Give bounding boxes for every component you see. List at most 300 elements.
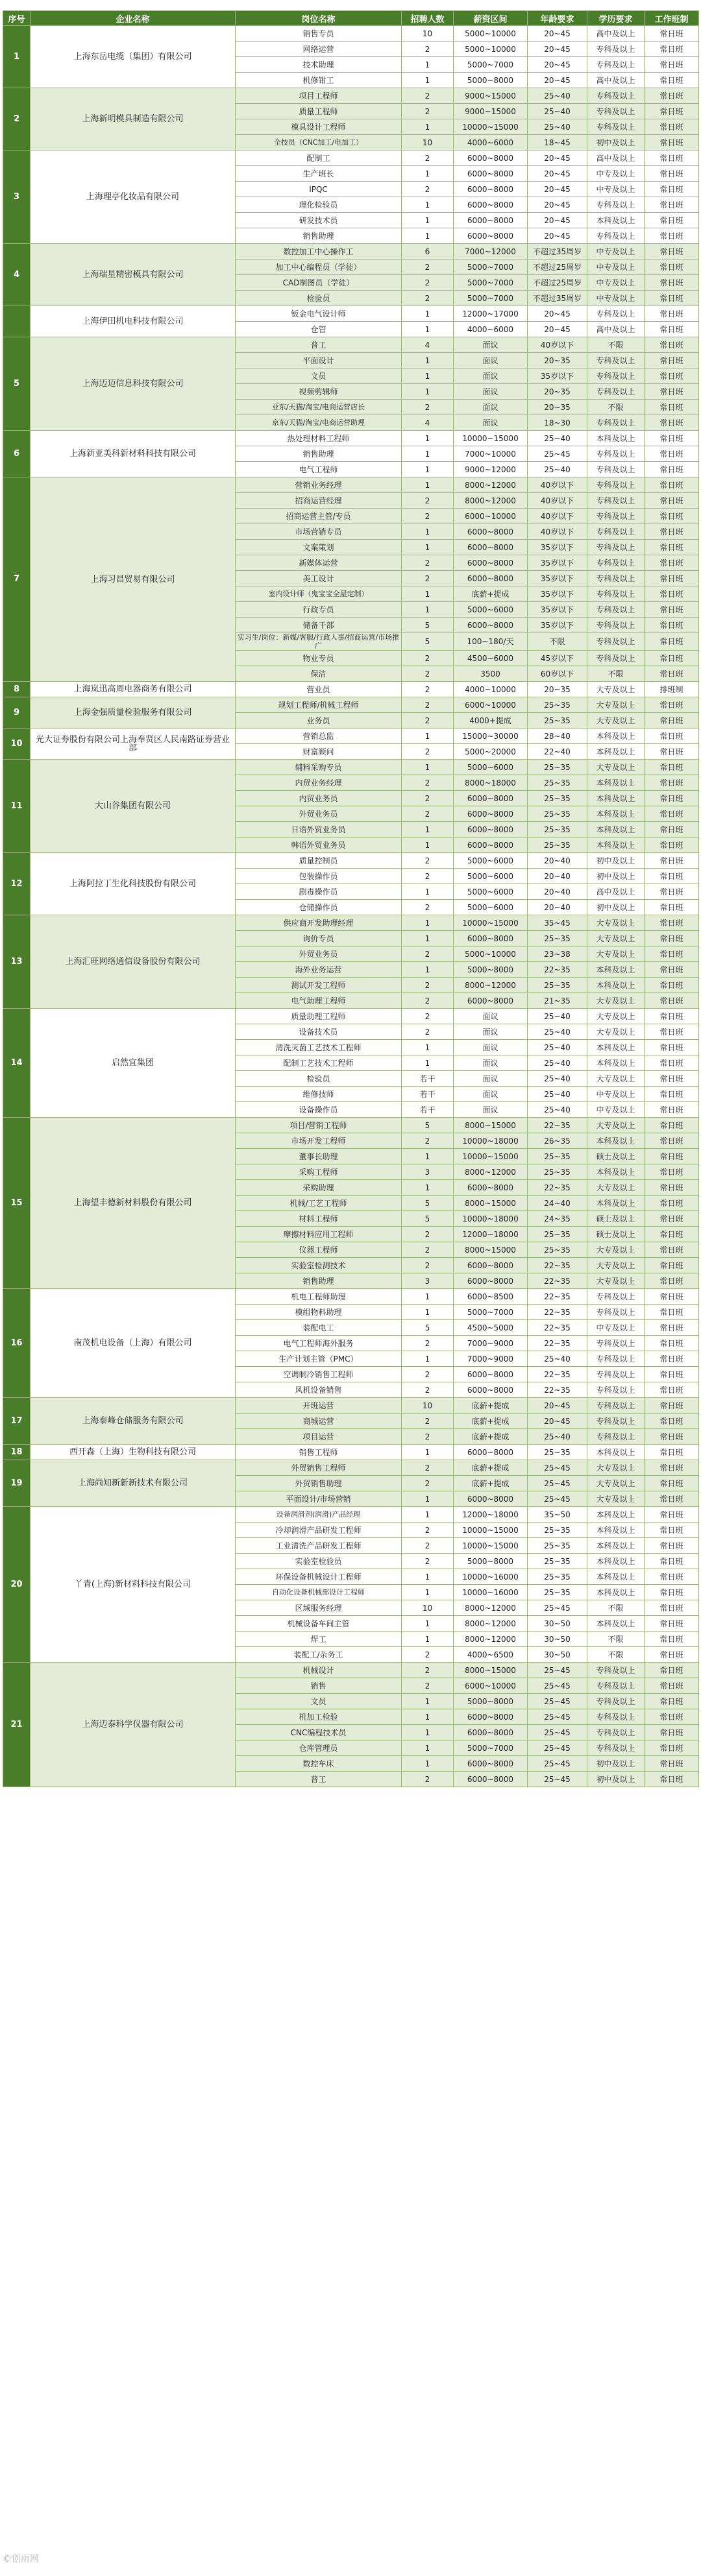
job-headcount: 1 [402, 306, 454, 322]
job-shift: 常日班 [645, 760, 699, 775]
job-shift: 常日班 [645, 1211, 699, 1227]
job-headcount: 1 [402, 73, 454, 88]
job-age: 22~35 [528, 1382, 587, 1398]
job-education: 本科及以上 [587, 822, 645, 837]
job-age: 20~45 [528, 166, 587, 182]
job-position: 平面设计 [236, 353, 402, 368]
job-position: 项目/营销工程师 [236, 1118, 402, 1133]
job-salary: 5000~8000 [454, 1554, 528, 1569]
table-row [3, 682, 699, 697]
job-headcount: 2 [402, 1678, 454, 1694]
job-salary: 4000~6000 [454, 135, 528, 150]
job-position: 日语外贸业务员 [236, 822, 402, 837]
job-age: 22~35 [528, 962, 587, 978]
job-shift: 常日班 [645, 1414, 699, 1429]
job-age: 25~45 [528, 1772, 587, 1787]
job-age: 25~35 [528, 1227, 587, 1242]
job-position: 配制工艺技术工程师 [236, 1055, 402, 1071]
job-age: 25~40 [528, 1055, 587, 1071]
job-education: 初中及以上 [587, 900, 645, 915]
table-header [3, 11, 699, 26]
job-shift: 常日班 [645, 900, 699, 915]
job-position: 项目工程师 [236, 88, 402, 104]
job-headcount: 1 [402, 1180, 454, 1196]
job-shift: 常日班 [645, 384, 699, 400]
job-position: 市场营销专员 [236, 524, 402, 540]
job-headcount: 2 [402, 259, 454, 275]
job-headcount: 10 [402, 1398, 454, 1414]
job-headcount: 2 [402, 291, 454, 306]
company-name: 上海习昌贸易有限公司 [31, 477, 236, 682]
job-shift: 常日班 [645, 744, 699, 760]
job-position: 剧毒操作员 [236, 884, 402, 900]
job-age: 60岁以下 [528, 666, 587, 682]
job-shift: 常日班 [645, 1055, 699, 1071]
job-position: 模组物料助理 [236, 1305, 402, 1320]
job-shift: 常日班 [645, 651, 699, 666]
job-education: 专科及以上 [587, 1305, 645, 1320]
job-shift: 常日班 [645, 1180, 699, 1196]
header-age: 年龄要求 [528, 11, 587, 26]
job-shift: 常日班 [645, 1118, 699, 1133]
company-group [3, 337, 699, 431]
job-salary: 4000~6000 [454, 322, 528, 337]
job-education: 硕士及以上 [587, 1227, 645, 1242]
job-position: 营销总监 [236, 728, 402, 744]
job-position: IPQC [236, 182, 402, 197]
job-salary: 6000~8000 [454, 1273, 528, 1289]
job-shift: 常日班 [645, 853, 699, 869]
job-age: 25~40 [528, 104, 587, 119]
job-education: 大专及以上 [587, 1180, 645, 1196]
job-salary: 8000~12000 [454, 978, 528, 993]
job-salary: 6000~8000 [454, 150, 528, 166]
job-position: 加工中心编程员（学徒） [236, 259, 402, 275]
job-headcount: 1 [402, 586, 454, 602]
job-age: 30~50 [528, 1616, 587, 1631]
job-position: 保洁 [236, 666, 402, 682]
watermark-text: ©创雨网 [3, 2554, 39, 2564]
job-education: 中专及以上 [587, 182, 645, 197]
job-age: 20~45 [528, 150, 587, 166]
job-position: 配制工 [236, 150, 402, 166]
job-salary: 面议 [454, 1009, 528, 1024]
company-index: 13 [3, 915, 31, 1009]
job-position: 采购助理 [236, 1180, 402, 1196]
job-education: 不限 [587, 337, 645, 353]
job-position: 董事长助理 [236, 1149, 402, 1164]
job-education: 专科及以上 [587, 446, 645, 462]
job-headcount: 1 [402, 213, 454, 228]
job-salary: 6000~10000 [454, 1678, 528, 1694]
job-age: 28~40 [528, 728, 587, 744]
job-shift: 常日班 [645, 353, 699, 368]
company-group [3, 88, 699, 150]
header-education: 学历要求 [587, 11, 645, 26]
company-index: 14 [3, 1009, 31, 1118]
job-age: 20~45 [528, 182, 587, 197]
job-shift: 常日班 [645, 1133, 699, 1149]
job-age: 20~45 [528, 57, 587, 73]
job-salary: 8000~12000 [454, 477, 528, 493]
table-row [3, 26, 699, 42]
job-headcount: 2 [402, 182, 454, 197]
company-name: 上海新亚美科新材料科技有限公司 [31, 431, 236, 477]
job-education: 大专及以上 [587, 1009, 645, 1024]
job-age: 40岁以下 [528, 524, 587, 540]
job-position: 美工设计 [236, 571, 402, 586]
job-salary: 100~180/天 [454, 633, 528, 651]
company-group [3, 1663, 699, 1787]
job-position: 质量控制员 [236, 853, 402, 869]
job-headcount: 2 [402, 1523, 454, 1538]
job-shift: 常日班 [645, 1289, 699, 1305]
company-group [3, 150, 699, 244]
job-headcount: 1 [402, 384, 454, 400]
job-salary: 6000~10000 [454, 509, 528, 524]
job-shift: 常日班 [645, 1242, 699, 1258]
job-position: CAD制图员（学徒） [236, 275, 402, 291]
job-position: 仪器工程师 [236, 1242, 402, 1258]
job-age: 35岁以下 [528, 618, 587, 633]
job-education: 中专及以上 [587, 244, 645, 259]
job-education: 硕士及以上 [587, 1211, 645, 1227]
job-shift: 常日班 [645, 415, 699, 431]
job-headcount: 2 [402, 853, 454, 869]
job-headcount: 1 [402, 228, 454, 244]
company-index: 16 [3, 1289, 31, 1398]
job-education: 初中及以上 [587, 1772, 645, 1787]
job-education: 专科及以上 [587, 509, 645, 524]
job-shift: 常日班 [645, 57, 699, 73]
job-salary: 10000~18000 [454, 1133, 528, 1149]
job-position: 业务员 [236, 713, 402, 728]
job-position: 询价专员 [236, 931, 402, 946]
job-shift: 常日班 [645, 1600, 699, 1616]
job-education: 专科及以上 [587, 602, 645, 618]
job-education: 初中及以上 [587, 853, 645, 869]
job-headcount: 1 [402, 728, 454, 744]
job-salary: 面议 [454, 415, 528, 431]
job-headcount: 1 [402, 1491, 454, 1507]
job-salary: 10000~15000 [454, 119, 528, 135]
job-position: 文员 [236, 368, 402, 384]
job-headcount: 2 [402, 275, 454, 291]
job-headcount: 1 [402, 1445, 454, 1460]
job-shift: 常日班 [645, 1647, 699, 1663]
job-shift: 常日班 [645, 1569, 699, 1585]
job-age: 22~35 [528, 1336, 587, 1351]
job-position: 装配电工 [236, 1320, 402, 1336]
job-position: 销售助理 [236, 446, 402, 462]
job-age: 24~35 [528, 1211, 587, 1227]
job-age: 22~35 [528, 1118, 587, 1133]
job-salary: 5000~7000 [454, 1305, 528, 1320]
table-row [3, 1398, 699, 1414]
job-education: 初中及以上 [587, 869, 645, 884]
job-shift: 常日班 [645, 400, 699, 415]
table-row [3, 853, 699, 869]
job-salary: 底薪+提成 [454, 586, 528, 602]
job-education: 本科及以上 [587, 1569, 645, 1585]
job-headcount: 2 [402, 1772, 454, 1787]
company-group [3, 1445, 699, 1460]
job-education: 专科及以上 [587, 1351, 645, 1367]
table-row [3, 1118, 699, 1133]
job-headcount: 3 [402, 1273, 454, 1289]
job-position: 普工 [236, 1772, 402, 1787]
job-age: 20~45 [528, 1414, 587, 1429]
job-education: 中专及以上 [587, 166, 645, 182]
job-position: 财富顾问 [236, 744, 402, 760]
job-shift: 常日班 [645, 1523, 699, 1538]
job-position: 营销业务经理 [236, 477, 402, 493]
job-education: 本科及以上 [587, 728, 645, 744]
job-headcount: 1 [402, 540, 454, 555]
job-salary: 5000~10000 [454, 946, 528, 962]
job-shift: 常日班 [645, 713, 699, 728]
job-salary: 6000~8500 [454, 1289, 528, 1305]
job-salary: 5000~6000 [454, 853, 528, 869]
job-education: 大专及以上 [587, 760, 645, 775]
company-name: 上海东岳电缆（集团）有限公司 [31, 26, 236, 88]
job-salary: 12000~18000 [454, 1507, 528, 1523]
job-education: 高中及以上 [587, 73, 645, 88]
job-education: 本科及以上 [587, 1507, 645, 1523]
job-education: 大专及以上 [587, 1258, 645, 1273]
job-education: 不限 [587, 1600, 645, 1616]
job-headcount: 2 [402, 1460, 454, 1476]
job-salary: 6000~8000 [454, 555, 528, 571]
job-age: 25~35 [528, 1569, 587, 1585]
job-salary: 面议 [454, 400, 528, 415]
job-position: 商城运营 [236, 1414, 402, 1429]
job-age: 22~35 [528, 1367, 587, 1382]
job-salary: 5000~8000 [454, 73, 528, 88]
job-position: 文案策划 [236, 540, 402, 555]
job-age: 35岁以下 [528, 555, 587, 571]
job-salary: 6000~8000 [454, 618, 528, 633]
job-salary: 9000~15000 [454, 104, 528, 119]
job-position: 开班运营 [236, 1398, 402, 1414]
job-age: 25~40 [528, 1351, 587, 1367]
job-position: 外贸业务员 [236, 946, 402, 962]
job-headcount: 1 [402, 962, 454, 978]
job-salary: 6000~8000 [454, 1709, 528, 1725]
job-age: 20~45 [528, 73, 587, 88]
table-row [3, 1663, 699, 1678]
job-education: 专科及以上 [587, 1694, 645, 1709]
job-headcount: 3 [402, 1164, 454, 1180]
job-salary: 8000~15000 [454, 1118, 528, 1133]
job-headcount: 1 [402, 602, 454, 618]
job-salary: 7000~12000 [454, 244, 528, 259]
job-age: 25~45 [528, 1491, 587, 1507]
job-education: 中专及以上 [587, 1320, 645, 1336]
job-education: 专科及以上 [587, 571, 645, 586]
job-salary: 面议 [454, 337, 528, 353]
job-headcount: 10 [402, 26, 454, 42]
job-education: 大专及以上 [587, 993, 645, 1009]
job-age: 23~38 [528, 946, 587, 962]
job-position: 自动化设备机械部设计工程师 [236, 1585, 402, 1600]
job-headcount: 2 [402, 1009, 454, 1024]
job-position: 新媒体运营 [236, 555, 402, 571]
job-salary: 6000~8000 [454, 524, 528, 540]
job-shift: 常日班 [645, 1024, 699, 1040]
job-salary: 面议 [454, 1087, 528, 1102]
job-education: 专科及以上 [587, 42, 645, 57]
job-salary: 10000~15000 [454, 431, 528, 446]
job-shift: 常日班 [645, 1694, 699, 1709]
company-index: 17 [3, 1398, 31, 1445]
job-education: 本科及以上 [587, 775, 645, 791]
job-position: 焊工 [236, 1631, 402, 1647]
job-headcount: 4 [402, 415, 454, 431]
job-shift: 常日班 [645, 775, 699, 791]
job-shift: 常日班 [645, 571, 699, 586]
job-salary: 4500~5000 [454, 1320, 528, 1336]
job-headcount: 1 [402, 1149, 454, 1164]
job-education: 大专及以上 [587, 1273, 645, 1289]
job-headcount: 2 [402, 1024, 454, 1040]
job-salary: 10000~15000 [454, 1149, 528, 1164]
job-position: 检验员 [236, 291, 402, 306]
job-headcount: 2 [402, 1258, 454, 1273]
job-position: 海外业务运营 [236, 962, 402, 978]
job-headcount: 2 [402, 946, 454, 962]
job-salary: 6000~8000 [454, 182, 528, 197]
table-row [3, 431, 699, 446]
job-position: 机械/工艺工程师 [236, 1196, 402, 1211]
job-education: 大专及以上 [587, 1242, 645, 1258]
job-age: 20~45 [528, 228, 587, 244]
job-headcount: 1 [402, 822, 454, 837]
job-education: 大专及以上 [587, 682, 645, 697]
job-position: 实验室检测技术 [236, 1258, 402, 1273]
job-shift: 常日班 [645, 978, 699, 993]
job-salary: 6000~8000 [454, 791, 528, 806]
job-age: 35岁以下 [528, 602, 587, 618]
job-salary: 8000~12000 [454, 1631, 528, 1647]
job-education: 本科及以上 [587, 1040, 645, 1055]
job-position: CNC编程技术员 [236, 1725, 402, 1740]
job-shift: 常日班 [645, 1709, 699, 1725]
job-salary: 5000~8000 [454, 962, 528, 978]
job-salary: 3500 [454, 666, 528, 682]
job-age: 40岁以下 [528, 493, 587, 509]
job-education: 本科及以上 [587, 1445, 645, 1460]
company-group [3, 1118, 699, 1289]
job-headcount: 2 [402, 400, 454, 415]
job-age: 25~45 [528, 1725, 587, 1740]
job-education: 专科及以上 [587, 353, 645, 368]
job-education: 中专及以上 [587, 1102, 645, 1118]
job-education: 大专及以上 [587, 1118, 645, 1133]
job-headcount: 1 [402, 1507, 454, 1523]
job-education: 大专及以上 [587, 697, 645, 713]
job-salary: 6000~8000 [454, 571, 528, 586]
job-headcount: 1 [402, 837, 454, 853]
table-row [3, 1460, 699, 1476]
job-age: 25~45 [528, 1740, 587, 1756]
job-education: 专科及以上 [587, 306, 645, 322]
job-education: 专科及以上 [587, 88, 645, 104]
job-salary: 6000~8000 [454, 1258, 528, 1273]
job-position: 机电工程师助理 [236, 1289, 402, 1305]
job-shift: 常日班 [645, 1476, 699, 1491]
company-name: 丫青(上海)新材料科技有限公司 [31, 1507, 236, 1663]
job-shift: 常日班 [645, 931, 699, 946]
job-headcount: 2 [402, 104, 454, 119]
job-salary: 6000~8000 [454, 1180, 528, 1196]
job-education: 专科及以上 [587, 415, 645, 431]
job-shift: 常日班 [645, 244, 699, 259]
job-education: 专科及以上 [587, 1663, 645, 1678]
job-shift: 常日班 [645, 822, 699, 837]
job-position: 内贸业务员 [236, 791, 402, 806]
job-education: 本科及以上 [587, 431, 645, 446]
job-salary: 6000~8000 [454, 1725, 528, 1740]
job-headcount: 若干 [402, 1071, 454, 1087]
job-age: 40岁以下 [528, 477, 587, 493]
job-headcount: 2 [402, 869, 454, 884]
company-group [3, 1009, 699, 1118]
job-education: 大专及以上 [587, 1024, 645, 1040]
job-salary: 12000~18000 [454, 1227, 528, 1242]
company-index: 11 [3, 760, 31, 853]
job-education: 本科及以上 [587, 1538, 645, 1554]
job-headcount: 1 [402, 1725, 454, 1740]
job-salary: 底薪+提成 [454, 1398, 528, 1414]
company-index: 19 [3, 1460, 31, 1507]
job-shift: 常日班 [645, 322, 699, 337]
company-group [3, 244, 699, 306]
job-education: 中专及以上 [587, 291, 645, 306]
job-headcount: 2 [402, 1227, 454, 1242]
job-position: 实验室检验员 [236, 1554, 402, 1569]
job-age: 25~45 [528, 1600, 587, 1616]
job-position: 技术助理 [236, 57, 402, 73]
job-salary: 6000~8000 [454, 540, 528, 555]
job-education: 大专及以上 [587, 1491, 645, 1507]
job-salary: 6000~8000 [454, 837, 528, 853]
job-education: 初中及以上 [587, 1756, 645, 1772]
job-salary: 面议 [454, 1102, 528, 1118]
job-shift: 常日班 [645, 291, 699, 306]
company-group [3, 760, 699, 853]
job-headcount: 1 [402, 1040, 454, 1055]
job-salary: 10000~15000 [454, 915, 528, 931]
job-salary: 底薪+提成 [454, 1429, 528, 1445]
job-position: 包装操作员 [236, 869, 402, 884]
job-shift: 常日班 [645, 197, 699, 213]
company-group [3, 477, 699, 682]
job-shift: 常日班 [645, 1164, 699, 1180]
job-headcount: 1 [402, 1055, 454, 1071]
job-education: 专科及以上 [587, 524, 645, 540]
job-age: 不超过35周岁 [528, 244, 587, 259]
job-shift: 常日班 [645, 1227, 699, 1242]
table-row [3, 697, 699, 713]
job-salary: 4000+提成 [454, 713, 528, 728]
job-headcount: 2 [402, 791, 454, 806]
job-position: 营业员 [236, 682, 402, 697]
job-age: 不限 [528, 633, 587, 651]
job-position: 销售 [236, 1678, 402, 1694]
job-position: 环保设备机械设计工程师 [236, 1569, 402, 1585]
job-education: 专科及以上 [587, 1382, 645, 1398]
